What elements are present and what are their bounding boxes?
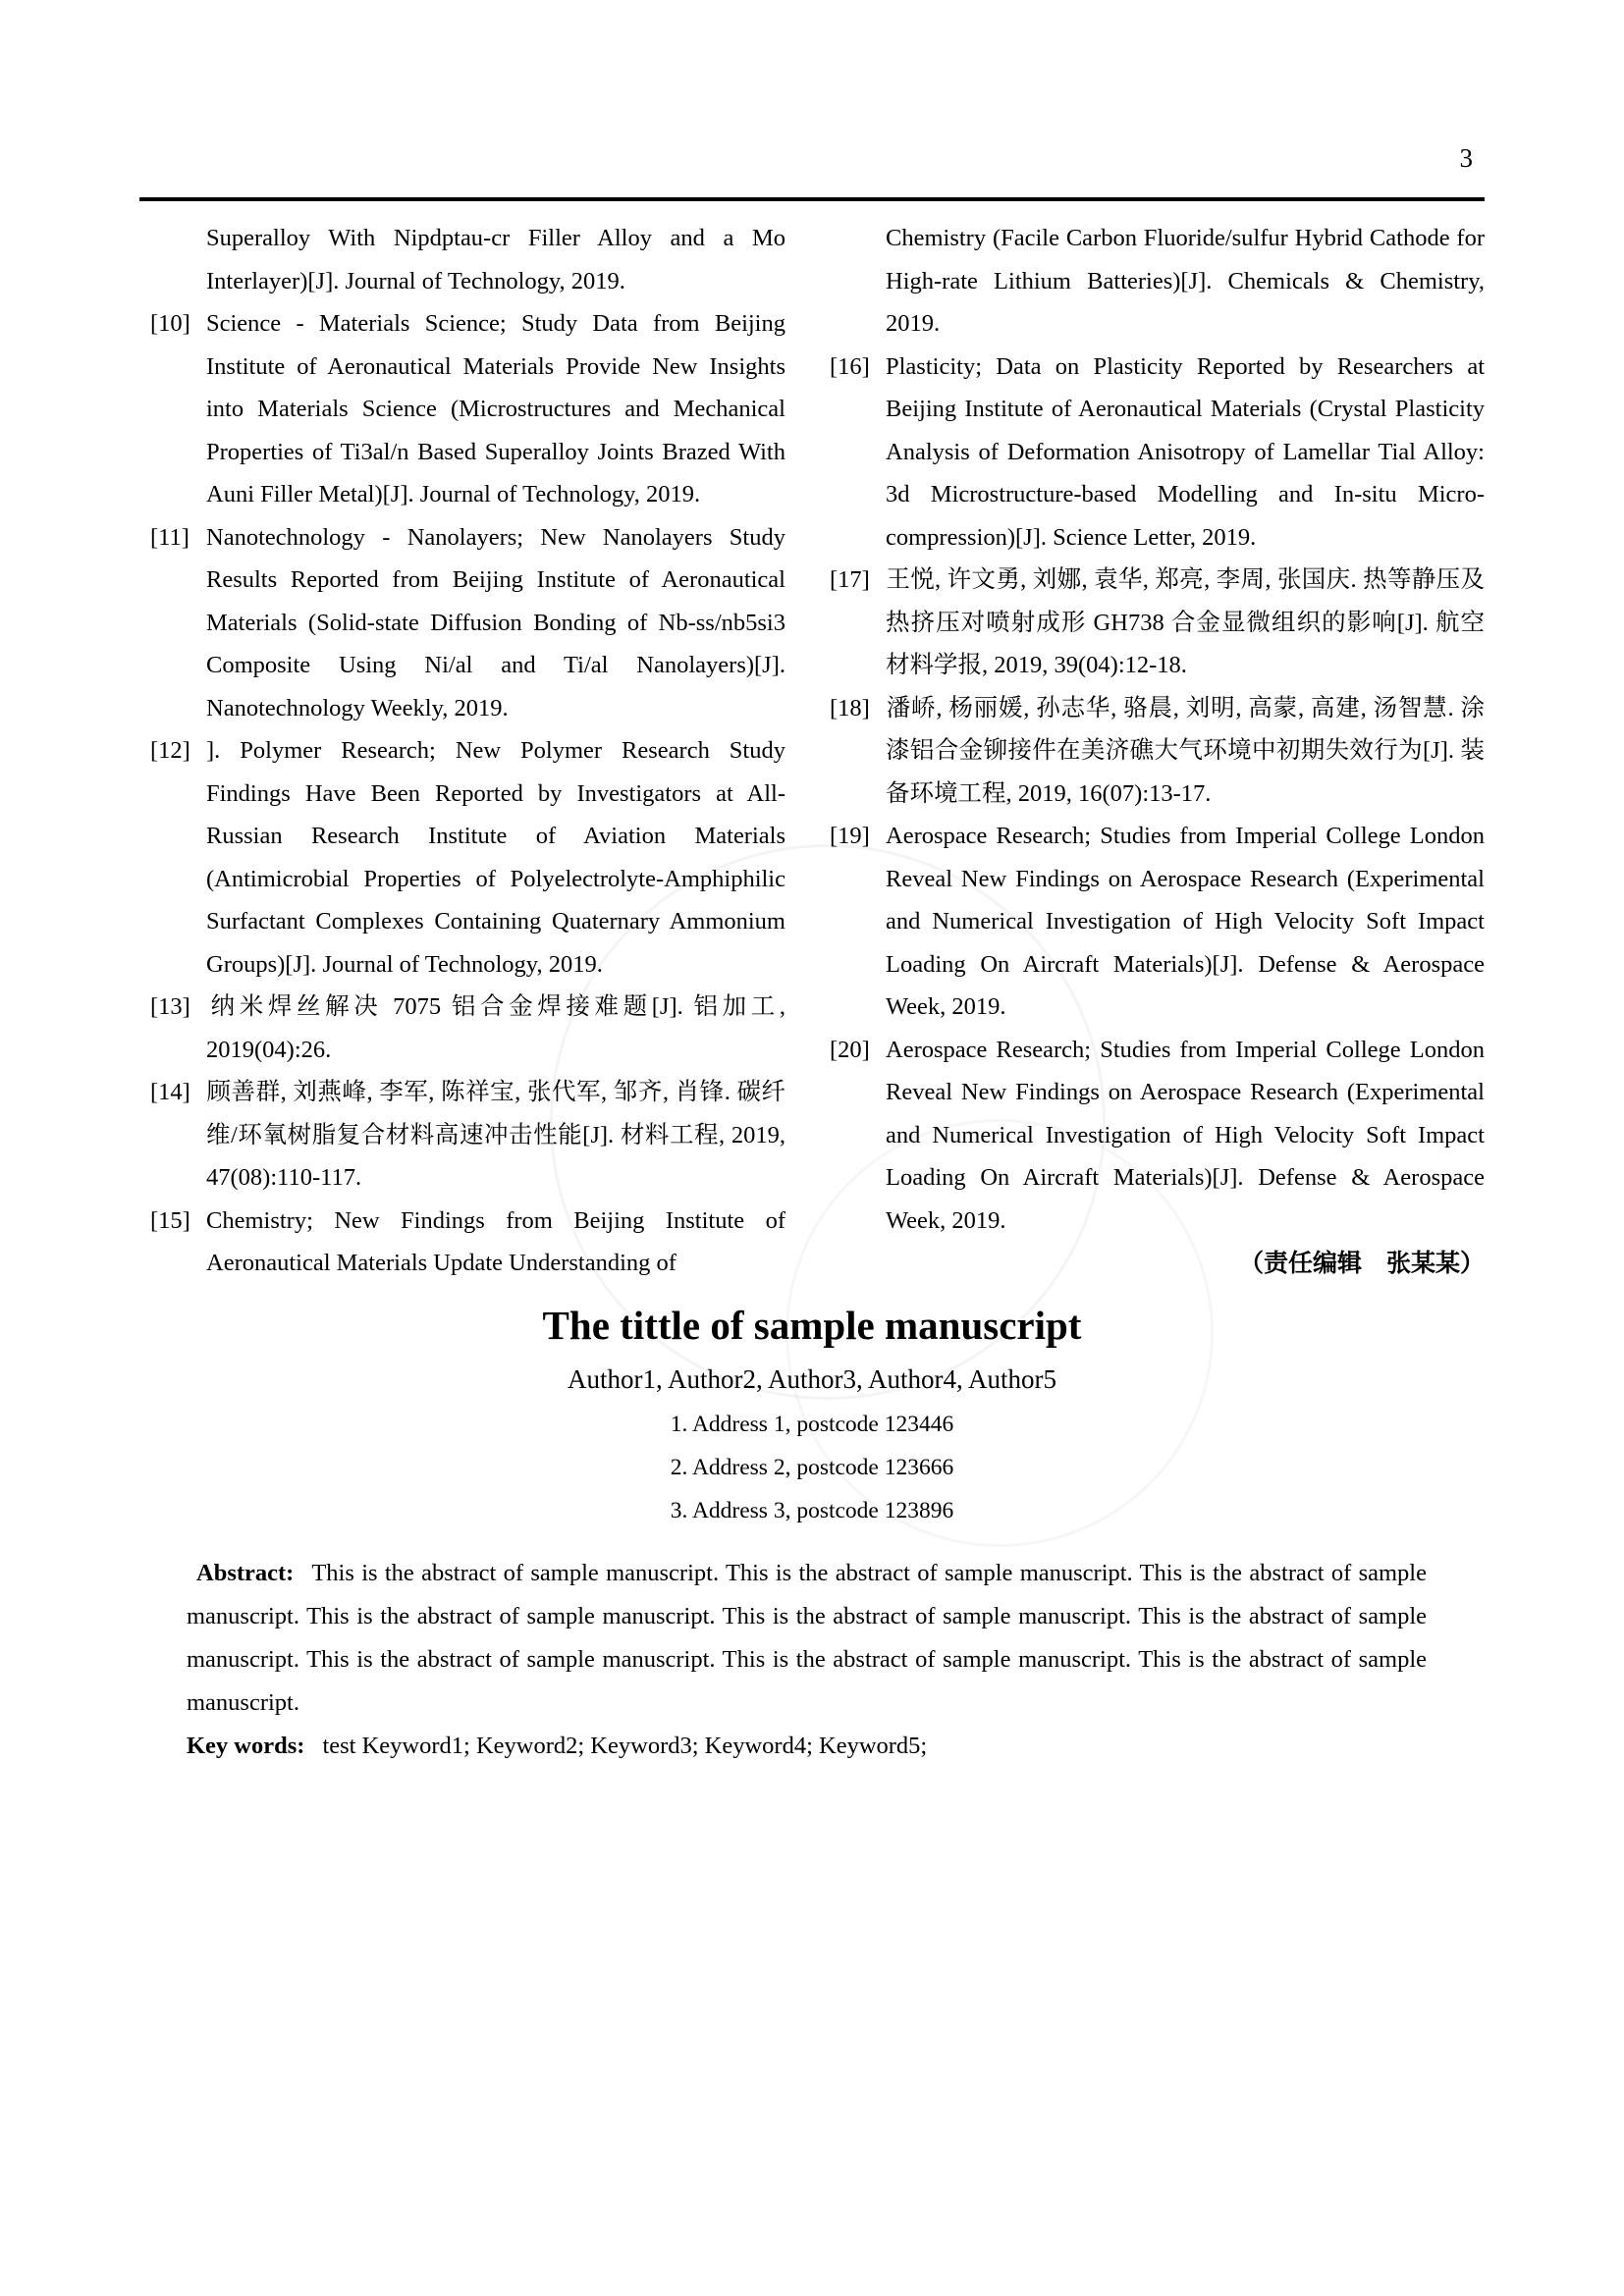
abstract-paragraph (187, 1552, 1427, 1725)
reference-text: 顾善群, 刘燕峰, 李军, 陈祥宝, 张代军, 邹齐, 肖锋. 碳纤维/环氧树脂复合材料高速冲击性能[J]. 材料工程, 2019, 47(08):110-117. (206, 1079, 785, 1191)
keywords-line (187, 1725, 1427, 1768)
reference-label: [18] (830, 694, 870, 721)
reference-item (150, 1200, 785, 1285)
reference-text: Superalloy With Nipdptau-cr Filler Alloy and a Mo Interlayer)[J]. Journal of Technology, 2019. (206, 225, 785, 294)
reference-item (830, 1029, 1485, 1243)
reference-label: [11] (150, 523, 189, 551)
reference-item (150, 516, 785, 730)
reference-label: [17] (830, 566, 870, 593)
reference-text: Plasticity; Data on Plasticity Reported by Researchers at Beijing Institute of Aeronautical Materials (Crystal Plasticity Analysis of Deformation Anisotropy of Lamellar Tial Alloy: 3d Microstructure-based Modelling and In-situ Micro-compression)[J]. Science Letter, 2019. (886, 352, 1485, 551)
address-line: 3. Address 3, postcode 123896 (670, 1497, 954, 1523)
reference-item (830, 815, 1485, 1029)
reference-text: 王悦, 许文勇, 刘娜, 袁华, 郑亮, 李周, 张国庆. 热等静压及热挤压对喷射成形 GH738 合金显微组织的影响[J]. 航空材料学报, 2019, 39(04):12-18. (886, 566, 1485, 678)
reference-item (150, 986, 785, 1071)
reference-label: [16] (830, 352, 870, 380)
references-left-column (150, 217, 785, 1285)
reference-text: 潘峤, 杨丽媛, 孙志华, 骆晨, 刘明, 高蒙, 高建, 汤智慧. 涂漆铝合金铆接件在美济礁大气环境中初期失效行为[J]. 装备环境工程, 2019, 16(07):13-17. (886, 694, 1485, 807)
header-rule (139, 197, 1485, 201)
reference-text: Nanotechnology - Nanolayers; New Nanolayers Study Results Reported from Beijing Institute of Aeronautical Materials (Solid-state Diffusion Bonding of Nb-ss/nb5si3 Composite Using Ni/al and Ti/al Nanolayers)[J]. Nanotechnology Weekly, 2019. (206, 523, 785, 721)
reference-text: Chemistry; New Findings from Beijing Institute of Aeronautical Materials Update Understanding of (206, 1206, 785, 1276)
reference-label: [14] (150, 1079, 190, 1105)
reference-label: [20] (830, 1036, 870, 1063)
reference-text: Aerospace Research; Studies from Imperial College London Reveal New Findings on Aerospace Research (Experimental and Numerical Investigation of High Velocity Soft Impact Loading On Aircraft Materials)[J]. Defense & Aerospace Week, 2019. (886, 1036, 1485, 1234)
address-list (139, 1403, 1485, 1532)
manuscript-title: The tittle of sample manuscript (542, 1302, 1082, 1348)
page-number: 3 (1459, 143, 1473, 173)
reference-item (150, 729, 785, 986)
reference-item (150, 1071, 785, 1200)
reference-text: ]. Polymer Research; New Polymer Research Study Findings Have Been Reported by Investigators at All-Russian Research Institute of Aviation Materials (Antimicrobial Properties of Polyelectrolyte-Amphiphilic Surfactant Complexes Containing Quaternary Ammonium Groups)[J]. Journal of Technology, 2019. (206, 737, 785, 978)
editor-note: （责任编辑 张某某） (1238, 1249, 1485, 1277)
abstract-text: This is the abstract of sample manuscript. This is the abstract of sample manuscript. This is the abstract of sample manuscript. This is the abstract of sample manuscript. This is the abstract of sample manuscript. This is the abstract of sample manuscript. This is the abstract of sample manuscript. This is the abstract of sample manuscript. This is the abstract of sample manuscript. (187, 1559, 1427, 1716)
reference-label: [19] (830, 823, 870, 849)
address-line: 2. Address 2, postcode 123666 (670, 1454, 954, 1480)
reference-label: [15] (150, 1206, 190, 1234)
keywords-text: test Keyword1; Keyword2; Keyword3; Keyword4; Keyword5; (322, 1732, 928, 1759)
address-line: 1. Address 1, postcode 123446 (670, 1411, 954, 1437)
reference-label: [13] (150, 993, 190, 1020)
references-section (150, 217, 1485, 1285)
reference-text: Aerospace Research; Studies from Imperial College London Reveal New Findings on Aerospace Research (Experimental and Numerical Investigation of High Velocity Soft Impact Loading On Aircraft Materials)[J]. Defense & Aerospace Week, 2019. (886, 823, 1485, 1020)
title-block (139, 1301, 1485, 1532)
abstract-label: Abstract: (196, 1559, 295, 1586)
reference-text: Science - Materials Science; Study Data from Beijing Institute of Aeronautical Materials Provide New Insights into Materials Science (Microstructures and Mechanical Properties of Ti3al/n Based Superalloy Joints Brazed With Auni Filler Metal)[J]. Journal of Technology, 2019. (206, 310, 785, 507)
reference-item (830, 217, 1485, 346)
reference-text: Chemistry (Facile Carbon Fluoride/sulfur Hybrid Cathode for High-rate Lithium Batteries)[J]. Chemicals & Chemistry, 2019. (886, 225, 1485, 337)
reference-item (150, 217, 785, 302)
reference-item (830, 346, 1485, 560)
reference-label: [12] (150, 737, 190, 764)
keywords-label: Key words: (187, 1732, 305, 1759)
reference-text: 纳米焊丝解决 7075 铝合金焊接难题[J]. 铝加工, 2019(04):26. (206, 993, 785, 1063)
reference-item (830, 559, 1485, 687)
authors-line: Author1, Author2, Author3, Author4, Author5 (568, 1363, 1056, 1394)
reference-item (830, 687, 1485, 816)
reference-item (150, 302, 785, 516)
reference-label: [10] (150, 310, 190, 337)
references-right-column (830, 217, 1485, 1285)
